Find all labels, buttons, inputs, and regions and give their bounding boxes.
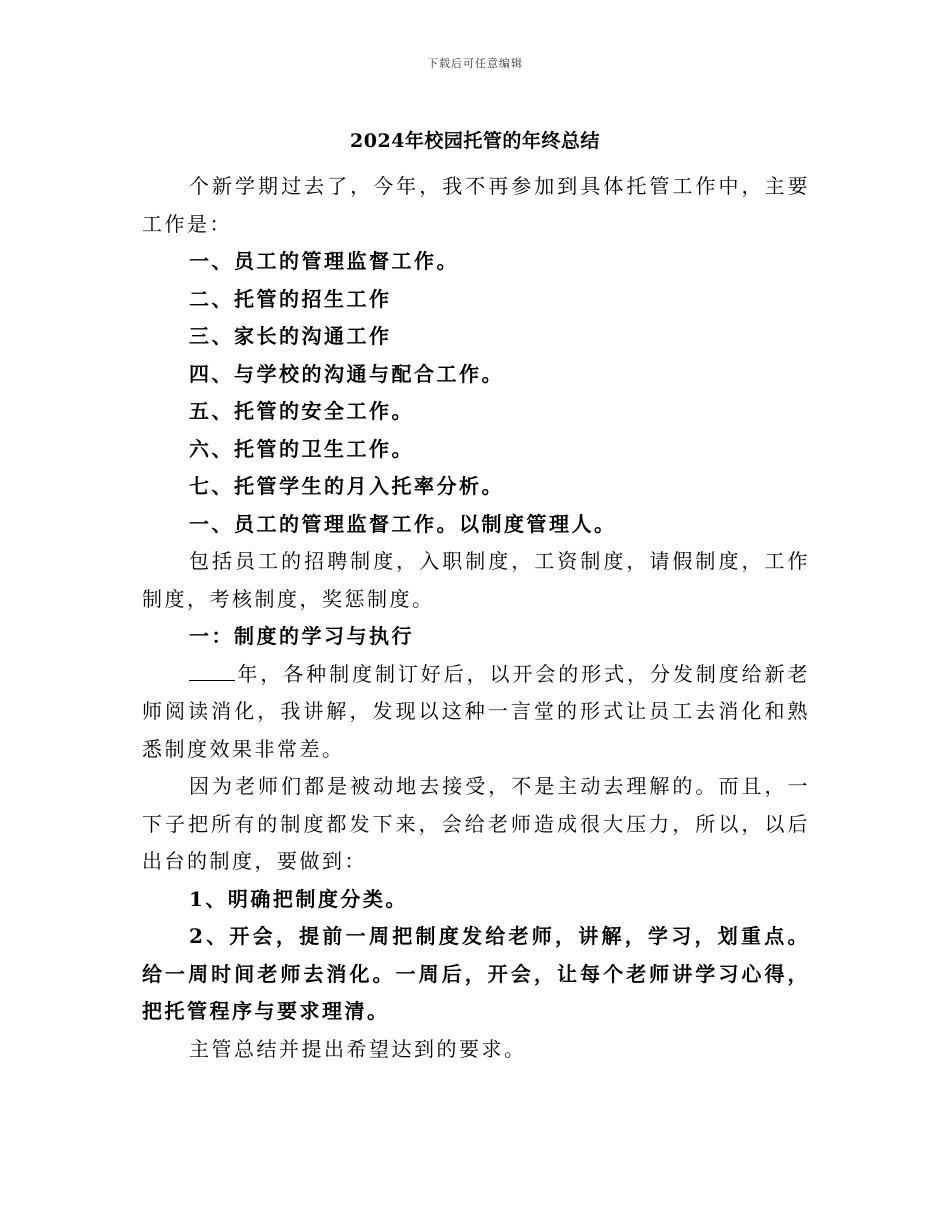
numbered-item-1: 1、明确把制度分类。 [189,886,408,911]
list-item-3: 三、家长的沟通工作 [189,324,392,348]
subsection-heading: 一：制度的学习与执行 [189,624,414,648]
list-item-5: 五、托管的安全工作。 [189,399,414,423]
numbered-item-2: 2、开会，提前一周把制度发给老师，讲解，学习，划重点。给一周时间老师去消化。一周后，开会，让每个老师讲学习心得，把托管程序与要求理清。 [142,924,810,1023]
list-item-1: 一、员工的管理监督工作。 [189,249,459,273]
body-paragraph: 包括员工的招聘制度，入职制度，工资制度，请假制度，工作制度，考核制度，奖惩制度。 [142,549,810,611]
body-paragraph: 因为老师们都是被动地去接受，不是主动去理解的。而且，一下子把所有的制度都发下来，会给老师造成很大压力，所以，以后出台的制度，要做到： [142,774,810,873]
header-note: 下载后可任意编辑 [427,57,523,70]
body-paragraph [142,656,810,769]
document-body [142,168,810,1068]
section-heading-1: 一、员工的管理监督工作。以制度管理人。 [189,511,617,536]
blank-underline [189,660,235,681]
list-item-4: 四、与学校的沟通与配合工作。 [189,361,504,386]
body-text: 年，各种制度制订好后，以开会的形式，分发制度给新老师阅读消化，我讲解，发现以这种一言堂的形式让员工去消化和熟悉制度效果非常差。 [142,661,810,761]
body-paragraph: 主管总结并提出希望达到的要求。 [189,1036,527,1061]
list-item-6: 六、托管的卫生工作。 [189,436,414,461]
list-item-7: 七、托管学生的月入托率分析。 [189,474,504,498]
list-item-2: 二、托管的招生工作 [189,286,392,311]
intro-paragraph: 个新学期过去了，今年，我不再参加到具体托管工作中，主要工作是： [142,174,810,236]
document-title: 2024年校园托管的年终总结 [350,130,600,152]
